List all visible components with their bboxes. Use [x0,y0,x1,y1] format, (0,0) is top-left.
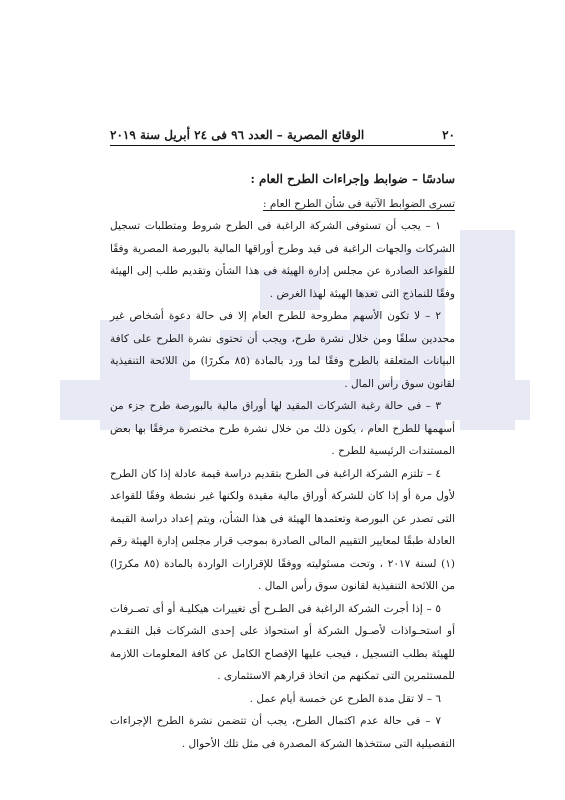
page-number: ٢٠ [442,128,455,142]
header-title: الوقائع المصرية – العدد ٩٦ فى ٢٤ أبريل سنة ٢٠١٩ [110,128,365,142]
clause-1: ١ – يجب أن تستوفى الشركة الراغبة فى الطرح شروط ومتطلبات تسجيل الشركات والجهات الراغبة فى قيد وطرح أوراقها المالية بالبورصة المصرية وفقًا للقواعد الصادرة عن مجلس إدارة الهيئة فى هذا الشأن وتقديم طلب إلى الهيئة وفقًا للنماذج التى تعدها الهيئة لهذا الغرض . [110,220,455,300]
section-title: سادسًا – ضوابط وإجراءات الطرح العام : [250,172,455,186]
page-header [110,128,455,146]
gazette-page [110,128,455,755]
clause-2: ٢ – لا تكون الأسهم مطروحة للطرح العام إلا فى حالة دعوة أشخاص غير محددين سلفًا ومن خلال نشرة طرح، ويجب أن تحتوى نشرة الطرح على كافة البيانات المتعلقة بالطرح وفقًا لما ورد بالمادة (٨٥ مكررًا) من اللائحة التنفيذية لقانون سوق رأس المال . [110,310,455,390]
clause-4: ٤ – تلتزم الشركة الراغبة فى الطرح بتقديم دراسة قيمة عادلة إذا كان الطرح لأول مرة أو إذا كان للشركة أوراق مالية مقيدة ولكنها غير نشطة وفقًا للقواعد التى تصدر عن البورصة وتعتمدها الهيئة فى هذا الشأن، ويتم إعداد دراسة القيمة العادلة طبقًا لمعايير التقييم المالى الصادرة بموجب قرار مجلس إدارة الهيئة رقم (١) لسنة ٢٠١٧ ، وتحت مسئوليته ووفقًا للإقرارات الواردة بالمادة (٨٥ مكررًا) من اللائحة التنفيذية لقانون سوق رأس المال . [110,467,455,592]
clause-6: ٦ – لا تقل مدة الطرح عن خمسة أيام عمل . [249,692,441,705]
clause-7: ٧ – فى حالة عدم اكتمال الطرح، يجب أن تتضمن نشرة الطرح الإجراءات التفصيلية التى ستتخذها الشركة المصدرة فى مثل تلك الأحوال . [110,715,455,750]
clause-3: ٣ – فى حالة رغبة الشركات المقيد لها أوراق مالية بالبورصة طرح جزء من أسهمها للطرح العام ، يكون ذلك من خلال نشرة طرح مختصرة مرفقًا بها بعض المستندات الرئيسية للطرح . [110,400,455,457]
clause-5: ٥ – إذا أجرت الشركة الراغبة فى الطـرح أى تغييرات هيكليـة أو أى تصـرفات أو استحـواذات لأصـول الشركة أو استحواذ على إحدى الشركات قبل التقـدم للهيئة بطلب التسجيل ، فيجب عليها الإفصاح الكامل عن كافة المعلومات اللازمة للمستثمرين التى تمكنهم من اتخاذ قرارهم الاستثمارى . [110,602,455,682]
section-intro: تسرى الضوابط الآتية فى شأن الطرح العام : [263,198,455,210]
